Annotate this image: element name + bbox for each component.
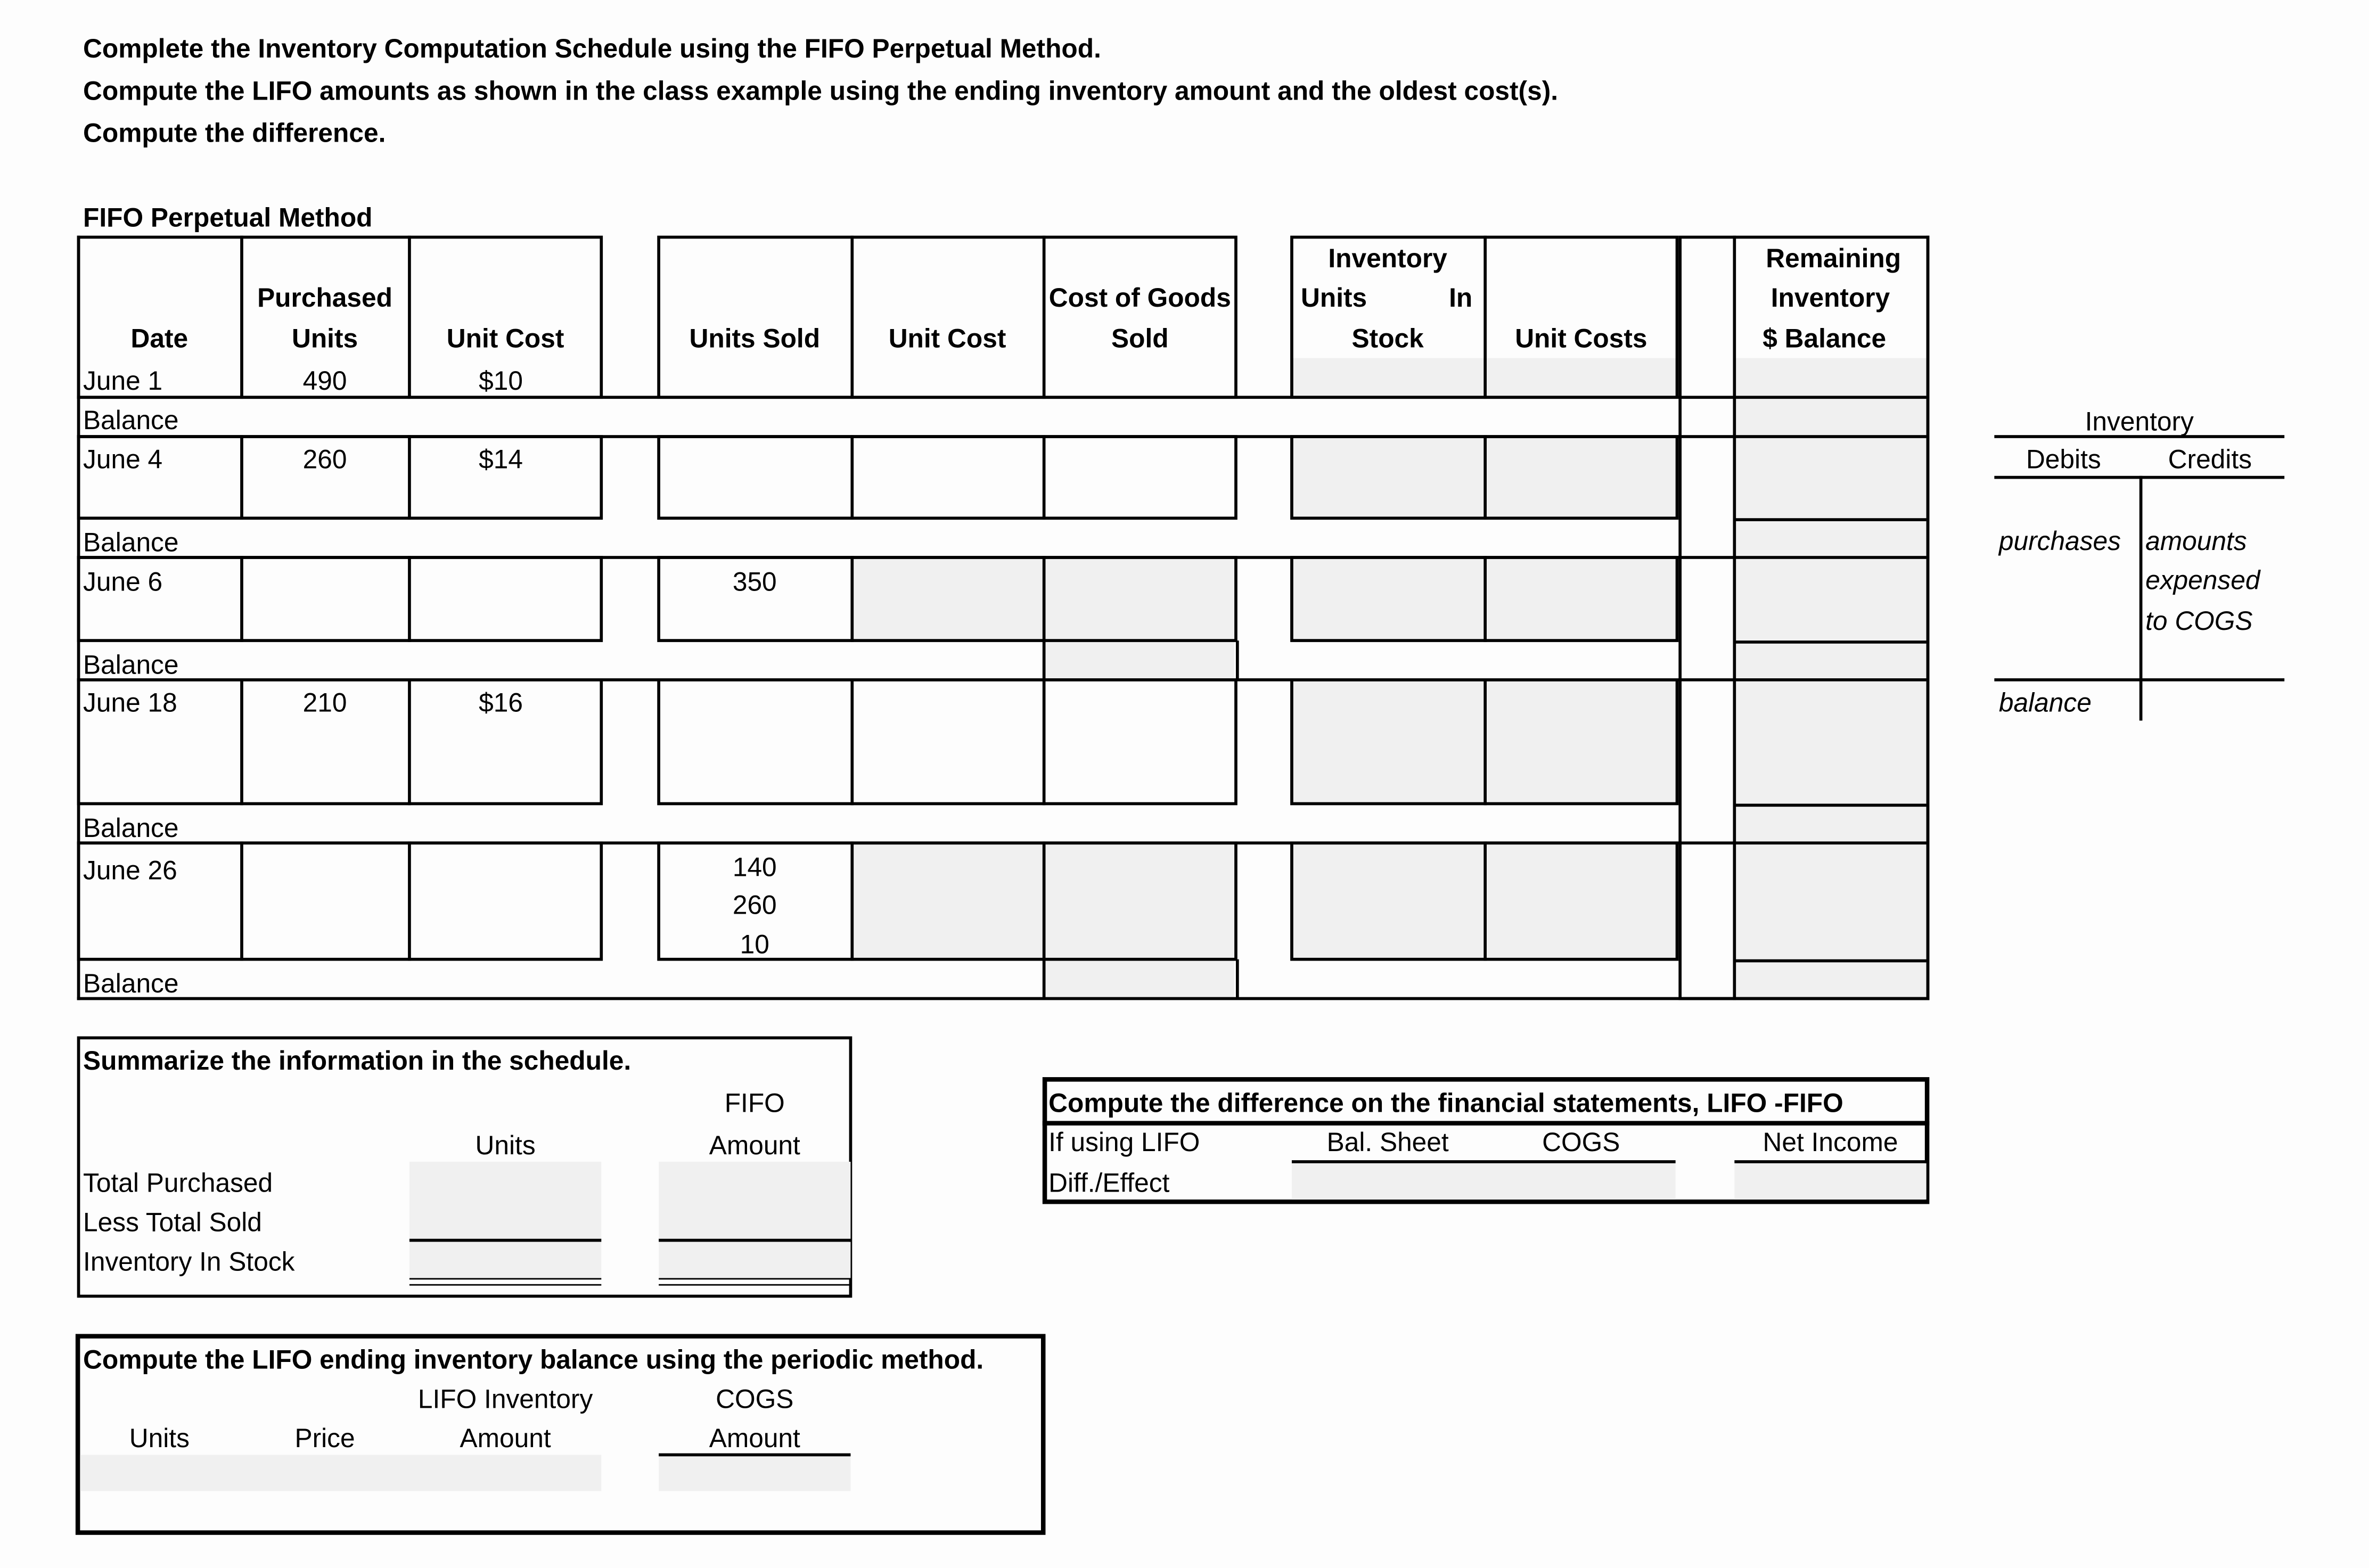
- t-account-expensed: expensed: [2145, 565, 2260, 595]
- instruction-1: Complete the Inventory Computation Schedule using the FIFO Perpetual Method.: [83, 33, 1101, 64]
- lifo-units-label: Units: [129, 1423, 190, 1454]
- header-remaining: Remaining: [1766, 243, 1901, 274]
- t-account-amounts: amounts: [2145, 526, 2247, 556]
- row-balance-label: Balance: [83, 968, 179, 999]
- header-cogs-sold: Sold: [1111, 323, 1169, 354]
- header-purchased: Purchased: [257, 282, 392, 313]
- difference-col-balance-sheet: Bal. Sheet: [1326, 1127, 1449, 1157]
- row-units-sold: 350: [732, 567, 777, 597]
- row-purchased-units: 210: [302, 687, 347, 718]
- summary-fifo-label: FIFO: [724, 1087, 785, 1118]
- difference-col-net-income: Net Income: [1763, 1127, 1898, 1157]
- fifo-title: FIFO Perpetual Method: [83, 202, 373, 233]
- lifo-cogs-label: COGS: [716, 1384, 794, 1414]
- header-remaining-inventory: Inventory: [1770, 282, 1890, 313]
- instruction-3: Compute the difference.: [83, 118, 386, 149]
- instruction-2: Compute the LIFO amounts as shown in the class example using the ending inventory amount and the oldest cost(s).: [83, 75, 1559, 106]
- lifo-inventory-label: LIFO Inventory: [417, 1384, 593, 1414]
- row-units-sold: 140: [732, 852, 777, 883]
- row-date: June 26: [83, 855, 177, 885]
- header-purchased-units: Units: [291, 323, 358, 354]
- difference-row-lifo: If using LIFO: [1048, 1127, 1200, 1157]
- summary-row-label: Total Purchased: [83, 1168, 273, 1198]
- row-date: June 4: [83, 444, 163, 474]
- row-date: June 6: [83, 567, 163, 597]
- difference-col-cogs: COGS: [1542, 1127, 1620, 1157]
- header-unit-costs: Unit Costs: [1515, 323, 1647, 354]
- header-inventory-stock: Stock: [1351, 323, 1424, 354]
- row-units-sold: 260: [732, 890, 777, 920]
- header-units-sold: Units Sold: [689, 323, 821, 354]
- lifo-cogs-amount-label: Amount: [709, 1423, 800, 1454]
- header-sold-unit-cost: Unit Cost: [888, 323, 1006, 354]
- row-unit-cost: $10: [479, 365, 523, 396]
- t-account-purchases: purchases: [1998, 526, 2121, 556]
- header-remaining-balance: $ Balance: [1763, 323, 1887, 354]
- lifo-price-label: Price: [294, 1423, 355, 1454]
- lifo-title: Compute the LIFO ending inventory balance using the periodic method.: [83, 1344, 984, 1375]
- header-inventory-in: In: [1449, 282, 1473, 313]
- row-balance-label: Balance: [83, 527, 179, 558]
- summary-title: Summarize the information in the schedule.: [83, 1045, 632, 1076]
- difference-row-effect: Diff./Effect: [1048, 1168, 1170, 1198]
- t-account-debits: Debits: [2026, 444, 2101, 474]
- t-account-credits: Credits: [2168, 444, 2252, 474]
- t-account-balance: balance: [1998, 687, 2092, 718]
- difference-title: Compute the difference on the financial statements, LIFO -FIFO: [1048, 1087, 1843, 1118]
- summary-amount-label: Amount: [709, 1130, 800, 1161]
- row-balance-label: Balance: [83, 405, 179, 436]
- header-date: Date: [130, 323, 188, 354]
- header-inventory: Inventory: [1328, 243, 1447, 274]
- header-inventory-units: Units: [1301, 282, 1367, 313]
- summary-row-label: Less Total Sold: [83, 1207, 262, 1237]
- row-unit-cost: $14: [479, 444, 523, 474]
- row-date: June 1: [83, 365, 163, 396]
- row-balance-label: Balance: [83, 812, 179, 843]
- summary-row-label: Inventory In Stock: [83, 1246, 295, 1277]
- summary-units-label: Units: [475, 1130, 536, 1161]
- row-balance-label: Balance: [83, 650, 179, 680]
- row-units-sold: 10: [740, 929, 769, 959]
- row-purchased-units: 490: [302, 365, 347, 396]
- t-account-to-cogs: to COGS: [2145, 605, 2253, 636]
- header-unit-cost: Unit Cost: [446, 323, 564, 354]
- row-purchased-units: 260: [302, 444, 347, 474]
- row-unit-cost: $16: [479, 687, 523, 718]
- t-account-title: Inventory: [2085, 406, 2194, 437]
- header-cogs: Cost of Goods: [1048, 282, 1231, 313]
- lifo-inventory-amount-label: Amount: [460, 1423, 551, 1454]
- row-date: June 18: [83, 687, 177, 718]
